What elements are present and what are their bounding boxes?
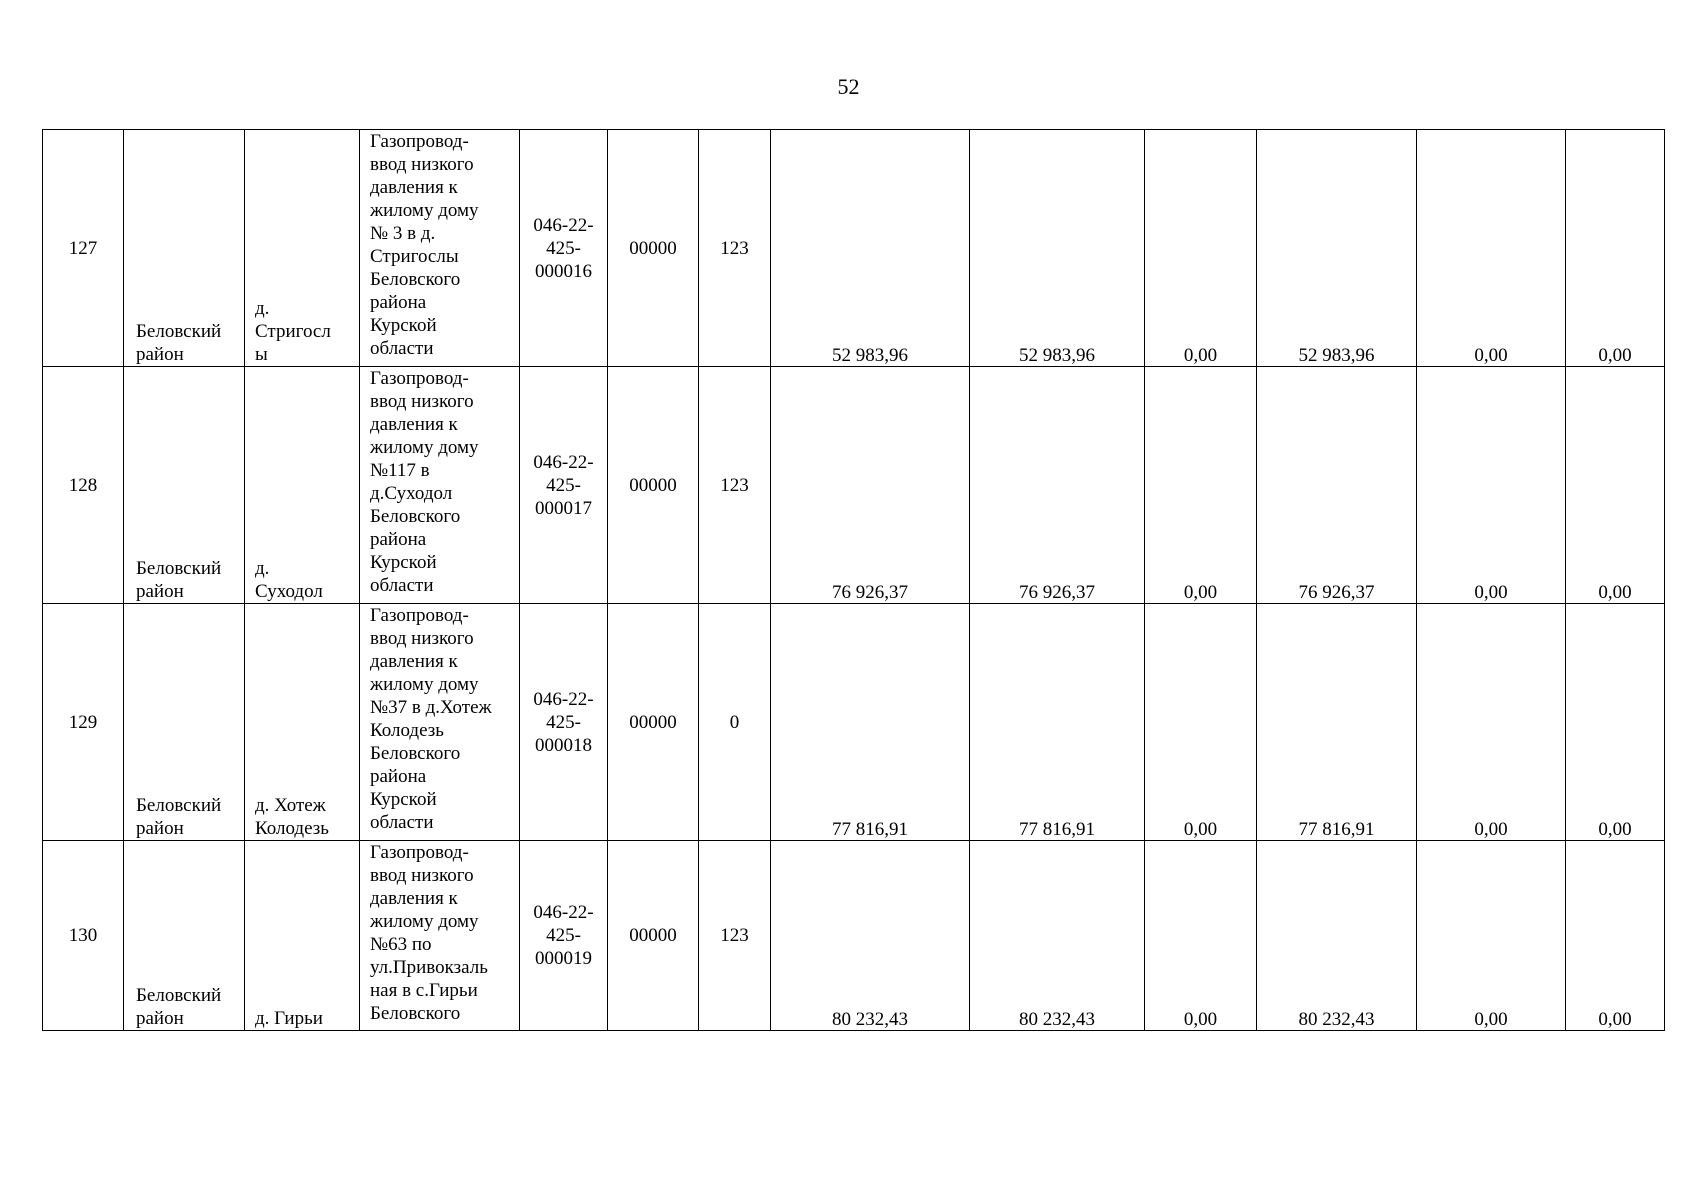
description-text-line: жилому дому: [370, 911, 479, 932]
description-text-line: жилому дому: [370, 200, 479, 221]
registry-table: [42, 129, 1665, 1031]
amount-value: 0,00: [1474, 582, 1508, 603]
amount-cell: [1566, 367, 1665, 604]
amount-value: 0,00: [1474, 345, 1508, 366]
district-cell: [124, 367, 245, 604]
settlement-cell: [245, 130, 360, 367]
code-text-line: 425-: [546, 925, 581, 946]
amount-cell: [970, 604, 1145, 841]
description-text-line: д.Суходол: [370, 483, 453, 504]
settlement-cell: [245, 367, 360, 604]
code-text-line: 425-: [546, 474, 581, 496]
description-text-line: № 3 в д.: [370, 223, 436, 244]
settlement-cell: [245, 604, 360, 841]
amount-value: 52 983,96: [1298, 345, 1375, 366]
code-text-line: 046-22-: [533, 451, 594, 473]
description-text-line: района: [370, 766, 427, 787]
settlement-text-line: д.: [255, 558, 270, 579]
district-text-line: Беловский: [136, 985, 222, 1006]
district-text-line: Беловский: [136, 558, 222, 579]
amount-cell: [771, 841, 970, 1031]
description-text-line: №117 в: [370, 460, 430, 481]
okpo-cell: 00000: [608, 604, 699, 841]
amount-cell: [1145, 604, 1257, 841]
code-text-line: 000019: [535, 948, 592, 969]
description-text-line: Курской: [370, 552, 437, 573]
description-text-line: давления к: [370, 177, 458, 198]
registry-code-cell: [520, 367, 608, 604]
district-cell: [124, 841, 245, 1031]
code-text-line: 046-22-: [533, 688, 594, 710]
amount-cell: [1257, 604, 1417, 841]
amount-value: 0,00: [1598, 345, 1632, 366]
description-text-line: ввод низкого: [370, 391, 474, 412]
amount-value: 77 816,91: [1019, 819, 1095, 840]
amount-value: 80 232,43: [832, 1009, 908, 1030]
object-description-cell: [360, 604, 520, 841]
description-text-line: жилому дому: [370, 437, 479, 458]
description-text-line: области: [370, 338, 434, 359]
table-row: [43, 130, 1665, 367]
amount-value: 0,00: [1183, 582, 1218, 603]
settlement-text-line: д. Гирьи: [255, 1008, 323, 1029]
description-text-line: №37 в д.Хотеж: [370, 697, 492, 718]
amount-value: 76 926,37: [1298, 582, 1375, 603]
okpo-cell: 00000: [608, 841, 699, 1031]
description-text-line: жилому дому: [370, 674, 479, 695]
registry-code-cell: [520, 130, 608, 367]
page-number: 52: [837, 74, 860, 99]
oktmo-cell: 123: [699, 130, 771, 367]
code-text-line: 000017: [535, 497, 592, 519]
amount-cell: [1417, 367, 1566, 604]
amount-value: 77 816,91: [832, 819, 908, 840]
settlement-cell: [245, 841, 360, 1031]
description-text-line: ввод низкого: [370, 628, 474, 649]
amount-cell: [1417, 130, 1566, 367]
description-text-line: ввод низкого: [370, 865, 474, 886]
description-text-line: области: [370, 575, 434, 596]
amount-value: 0,00: [1474, 819, 1508, 840]
amount-cell: [1417, 604, 1566, 841]
code-text-line: 000018: [535, 734, 592, 756]
amount-value: 76 926,37: [1019, 582, 1095, 603]
okpo-cell: 00000: [608, 130, 699, 367]
description-text-line: Курской: [370, 789, 437, 810]
description-text-line: №63 по: [370, 934, 432, 955]
amount-cell: [970, 367, 1145, 604]
amount-cell: [970, 130, 1145, 367]
description-text-line: района: [370, 529, 427, 550]
oktmo-cell: 123: [699, 841, 771, 1031]
registry-code-cell: [520, 841, 608, 1031]
amount-value: 0,00: [1183, 819, 1218, 840]
description-text-line: ввод низкого: [370, 154, 474, 175]
amount-cell: [1566, 130, 1665, 367]
description-text-line: давления к: [370, 888, 458, 909]
description-text-line: Колодезь: [370, 720, 444, 741]
district-cell: [124, 604, 245, 841]
table-row: [43, 841, 1665, 1031]
object-description-cell: [360, 367, 520, 604]
description-text-line: Курской: [370, 315, 437, 336]
description-text-line: Газопровод-: [370, 605, 469, 626]
row-number: 127: [43, 130, 124, 367]
oktmo-cell: 123: [699, 367, 771, 604]
object-description-cell: [360, 841, 520, 1031]
code-text-line: 425-: [546, 237, 581, 259]
row-number: 129: [43, 604, 124, 841]
settlement-text-line: Суходол: [255, 581, 323, 602]
amount-cell: [771, 367, 970, 604]
amount-cell: [1257, 367, 1417, 604]
settlement-text-line: д. Хотеж: [255, 795, 326, 816]
amount-cell: [1566, 841, 1665, 1031]
description-text-line: Беловского: [370, 1003, 461, 1024]
amount-value: 76 926,37: [832, 582, 908, 603]
description-text-line: давления к: [370, 651, 458, 672]
amount-cell: [771, 130, 970, 367]
description-text-line: ная в с.Гирьи: [370, 980, 478, 1001]
table-row: [43, 604, 1665, 841]
settlement-text-line: д.: [255, 298, 270, 319]
district-text-line: Беловский: [136, 321, 222, 342]
district-text-line: Беловский: [136, 795, 222, 816]
amount-value: 80 232,43: [1019, 1009, 1095, 1030]
description-text-line: Беловского: [370, 743, 461, 764]
district-text-line: район: [136, 818, 184, 839]
amount-value: 0,00: [1598, 582, 1632, 603]
description-text-line: Беловского: [370, 506, 461, 527]
district-text-line: район: [136, 581, 184, 602]
description-text-line: Стригослы: [370, 246, 459, 267]
amount-value: 0,00: [1183, 345, 1218, 366]
code-text-line: 046-22-: [533, 902, 594, 923]
amount-cell: [1145, 367, 1257, 604]
amount-value: 0,00: [1598, 1009, 1632, 1030]
amount-value: 80 232,43: [1298, 1009, 1375, 1030]
code-text-line: 425-: [546, 711, 581, 733]
settlement-text-line: Колодезь: [255, 818, 329, 839]
description-text-line: Беловского: [370, 269, 461, 290]
code-text-line: 000016: [535, 260, 592, 282]
amount-value: 0,00: [1474, 1009, 1508, 1030]
amount-value: 52 983,96: [832, 345, 908, 366]
district-text-line: район: [136, 1008, 184, 1029]
description-text-line: ул.Привокзаль: [370, 957, 488, 978]
okpo-cell: 00000: [608, 367, 699, 604]
description-text-line: Газопровод-: [370, 842, 469, 863]
amount-cell: [1257, 130, 1417, 367]
description-text-line: Газопровод-: [370, 368, 469, 389]
district-text-line: район: [136, 344, 184, 365]
amount-value: 77 816,91: [1298, 819, 1375, 840]
amount-value: 52 983,96: [1019, 345, 1095, 366]
description-text-line: Газопровод-: [370, 131, 469, 152]
amount-cell: [970, 841, 1145, 1031]
row-number: 128: [43, 367, 124, 604]
settlement-text-line: Стригосл: [255, 321, 331, 342]
amount-value: 0,00: [1183, 1009, 1218, 1030]
amount-value: 0,00: [1598, 819, 1632, 840]
amount-cell: [1566, 604, 1665, 841]
table-row: [43, 367, 1665, 604]
amount-cell: [1145, 841, 1257, 1031]
district-cell: [124, 130, 245, 367]
settlement-text-line: ы: [255, 344, 268, 365]
description-text-line: области: [370, 812, 434, 833]
amount-cell: [1145, 130, 1257, 367]
amount-cell: [771, 604, 970, 841]
oktmo-cell: 0: [699, 604, 771, 841]
description-text-line: района: [370, 292, 427, 313]
row-number: 130: [43, 841, 124, 1031]
amount-cell: [1417, 841, 1566, 1031]
description-text-line: давления к: [370, 414, 458, 435]
registry-code-cell: [520, 604, 608, 841]
table-body: [43, 130, 1665, 1031]
amount-cell: [1257, 841, 1417, 1031]
object-description-cell: [360, 130, 520, 367]
code-text-line: 046-22-: [533, 214, 594, 236]
